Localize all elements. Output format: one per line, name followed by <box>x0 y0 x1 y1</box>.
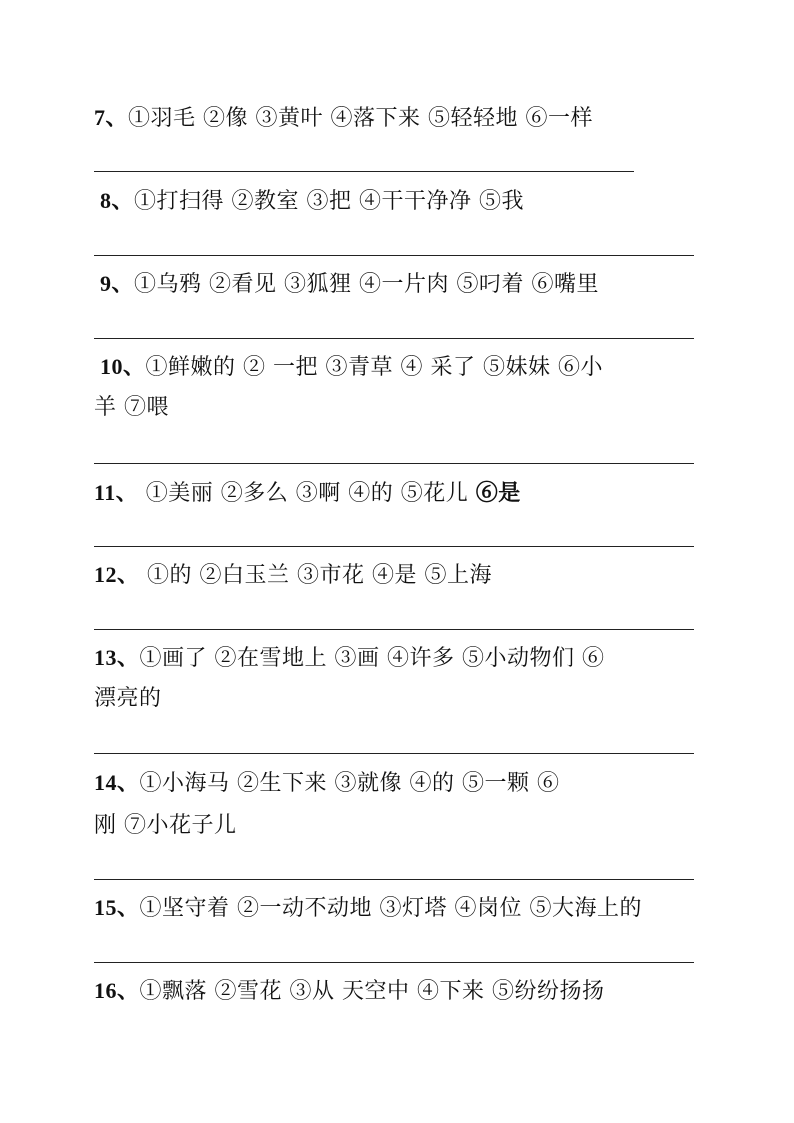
word-options: ①坚守着 ②一动不动地 ③灯塔 ④岗位 ⑤大海上的 <box>139 896 642 921</box>
question-number: 13、 <box>94 645 140 670</box>
question-number: 16、 <box>94 978 140 1003</box>
answer-line <box>94 546 694 547</box>
answer-line <box>94 753 694 754</box>
word-options-continued: 漂亮的 <box>94 686 162 711</box>
question-number: 14、 <box>94 770 140 795</box>
word-options: ①的 ②白玉兰 ③市花 ④是 ⑤上海 <box>139 563 492 588</box>
answer-line <box>94 463 694 464</box>
question-15 <box>94 893 642 924</box>
answer-line <box>94 171 634 172</box>
question-number: 15、 <box>94 895 140 920</box>
answer-line <box>94 338 694 339</box>
word-option-bold: ⑥是 <box>475 480 521 506</box>
question-number: 11、 <box>94 480 139 505</box>
word-options: ①打扫得 ②教室 ③把 ④干干净净 ⑤我 <box>134 189 524 214</box>
answer-line <box>94 879 694 880</box>
answer-line <box>94 629 694 630</box>
word-options: ①小海马 ②生下来 ③就像 ④的 ⑤一颗 ⑥ <box>139 771 560 796</box>
question-9 <box>100 269 599 300</box>
question-13 <box>94 643 604 674</box>
question-14 <box>94 768 559 799</box>
question-8 <box>100 186 524 217</box>
answer-line <box>94 962 694 963</box>
word-options: ①羽毛 ②像 ③黄叶 ④落下来 ⑤轻轻地 ⑥一样 <box>128 106 593 131</box>
question-number: 7、 <box>94 105 129 130</box>
question-number: 12、 <box>94 562 140 587</box>
word-options: ①飘落 ②雪花 ③从 天空中 ④下来 ⑤纷纷扬扬 <box>139 979 605 1004</box>
question-10-continued <box>94 393 169 423</box>
answer-line <box>94 255 694 256</box>
question-number: 9、 <box>100 271 135 296</box>
question-number: 8、 <box>100 188 135 213</box>
word-options: ①美丽 ②多么 ③啊 ④的 ⑤花儿 <box>138 481 476 506</box>
word-options: ①画了 ②在雪地上 ③画 ④许多 ⑤小动物们 ⑥ <box>139 646 605 671</box>
question-7 <box>94 103 593 134</box>
question-14-continued <box>94 811 237 841</box>
question-number: 10、 <box>100 354 146 379</box>
word-options: ①鲜嫩的 ② 一把 ③青草 ④ 采了 ⑤妹妹 ⑥小 <box>145 355 603 380</box>
question-16 <box>94 976 604 1007</box>
question-11 <box>94 478 521 509</box>
question-12 <box>94 560 492 591</box>
word-options: ①乌鸦 ②看见 ③狐狸 ④一片肉 ⑤叼着 ⑥嘴里 <box>134 272 599 297</box>
question-13-continued <box>94 684 162 714</box>
word-options-continued: 羊 ⑦喂 <box>94 395 169 420</box>
word-options-continued: 刚 ⑦小花子儿 <box>94 813 237 838</box>
question-10 <box>100 352 603 383</box>
